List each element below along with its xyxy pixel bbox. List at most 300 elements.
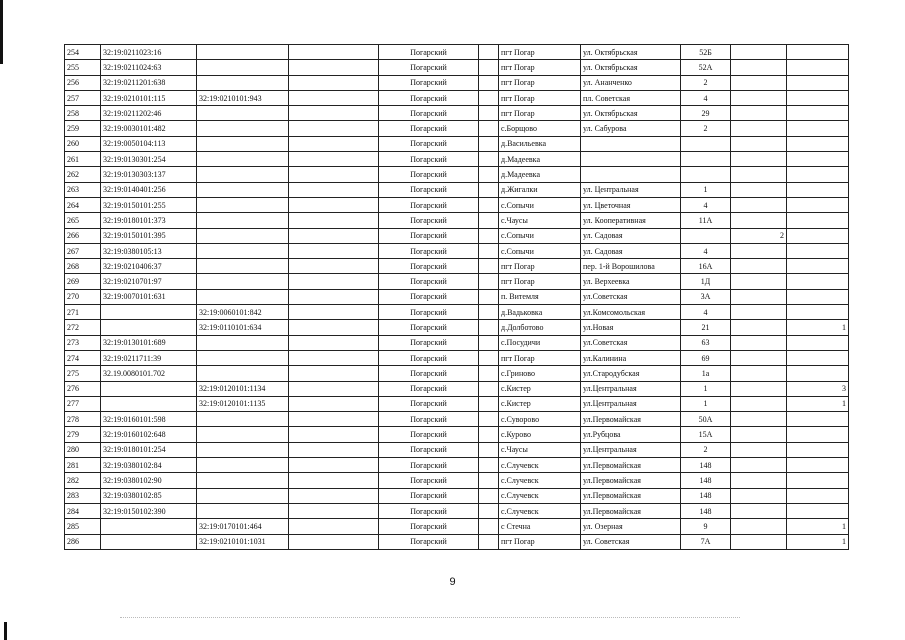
- empty-cell: [289, 259, 379, 274]
- district-cell: Погарский: [379, 458, 479, 473]
- extra-a-cell: [731, 289, 787, 304]
- district-cell: Погарский: [379, 488, 479, 503]
- cadastral-number-2-cell: 32:19:0110101:634: [197, 320, 289, 335]
- extra-a-cell: [731, 381, 787, 396]
- cadastral-number-cell: 32:19:0210701:97: [101, 274, 197, 289]
- extra-b-cell: [787, 350, 849, 365]
- cadastral-number-2-cell: [197, 243, 289, 258]
- cadastral-number-cell: 32:19:0150101:255: [101, 197, 197, 212]
- table-row: [65, 243, 849, 258]
- narrow-cell: [479, 412, 499, 427]
- cadastral-number-2-cell: [197, 412, 289, 427]
- street-cell: ул.Первомайская: [581, 458, 681, 473]
- street-cell: ул. Озерная: [581, 519, 681, 534]
- scan-margin-mark: [0, 0, 3, 64]
- house-number-cell: 11А: [681, 213, 731, 228]
- street-cell: ул. Садовая: [581, 228, 681, 243]
- extra-a-cell: [731, 396, 787, 411]
- narrow-cell: [479, 243, 499, 258]
- district-cell: Погарский: [379, 366, 479, 381]
- table-row: [65, 259, 849, 274]
- extra-b-cell: [787, 106, 849, 121]
- empty-cell: [289, 167, 379, 182]
- district-cell: Погарский: [379, 274, 479, 289]
- cadastral-number-cell: [101, 381, 197, 396]
- district-cell: Погарский: [379, 106, 479, 121]
- cadastral-number-cell: 32:19:0210406:37: [101, 259, 197, 274]
- narrow-cell: [479, 320, 499, 335]
- cadastral-number-cell: 32:19:0211023:16: [101, 45, 197, 60]
- empty-cell: [289, 305, 379, 320]
- cadastral-number-2-cell: [197, 60, 289, 75]
- extra-a-cell: [731, 519, 787, 534]
- extra-a-cell: [731, 167, 787, 182]
- table-row: [65, 458, 849, 473]
- extra-b-cell: [787, 197, 849, 212]
- row-number-cell: 269: [65, 274, 101, 289]
- street-cell: пер. 1-й Ворошилова: [581, 259, 681, 274]
- cadastral-number-2-cell: [197, 106, 289, 121]
- row-number-cell: 270: [65, 289, 101, 304]
- row-number-cell: 284: [65, 503, 101, 518]
- narrow-cell: [479, 335, 499, 350]
- cadastral-number-cell: [101, 396, 197, 411]
- row-number-cell: 254: [65, 45, 101, 60]
- house-number-cell: [681, 136, 731, 151]
- house-number-cell: 148: [681, 473, 731, 488]
- extra-a-cell: [731, 412, 787, 427]
- cadastral-number-cell: 32:19:0030101:482: [101, 121, 197, 136]
- narrow-cell: [479, 228, 499, 243]
- district-cell: Погарский: [379, 259, 479, 274]
- extra-b-cell: [787, 305, 849, 320]
- street-cell: ул. Центральная: [581, 182, 681, 197]
- narrow-cell: [479, 45, 499, 60]
- narrow-cell: [479, 90, 499, 105]
- locality-cell: с.Случевск: [499, 503, 581, 518]
- extra-a-cell: [731, 320, 787, 335]
- district-cell: Погарский: [379, 213, 479, 228]
- house-number-cell: 63: [681, 335, 731, 350]
- locality-cell: с.Сопычи: [499, 243, 581, 258]
- table-row: [65, 136, 849, 151]
- street-cell: [581, 167, 681, 182]
- cadastral-number-2-cell: [197, 121, 289, 136]
- street-cell: [581, 152, 681, 167]
- district-cell: Погарский: [379, 60, 479, 75]
- street-cell: ул.Рубцова: [581, 427, 681, 442]
- row-number-cell: 262: [65, 167, 101, 182]
- row-number-cell: 285: [65, 519, 101, 534]
- table-row: [65, 152, 849, 167]
- cadastral-number-2-cell: [197, 427, 289, 442]
- extra-a-cell: [731, 152, 787, 167]
- extra-b-cell: [787, 167, 849, 182]
- narrow-cell: [479, 167, 499, 182]
- table-row: [65, 106, 849, 121]
- street-cell: ул. Октябрьская: [581, 60, 681, 75]
- empty-cell: [289, 412, 379, 427]
- locality-cell: с.Борщово: [499, 121, 581, 136]
- cadastral-number-2-cell: [197, 228, 289, 243]
- narrow-cell: [479, 458, 499, 473]
- locality-cell: пгт Погар: [499, 45, 581, 60]
- district-cell: Погарский: [379, 305, 479, 320]
- extra-b-cell: [787, 75, 849, 90]
- locality-cell: пгт Погар: [499, 259, 581, 274]
- locality-cell: с.Случевск: [499, 488, 581, 503]
- cadastral-number-cell: [101, 305, 197, 320]
- district-cell: Погарский: [379, 136, 479, 151]
- narrow-cell: [479, 350, 499, 365]
- locality-cell: с.Кистер: [499, 396, 581, 411]
- district-cell: Погарский: [379, 396, 479, 411]
- cadastral-number-cell: 32:19:0211711:39: [101, 350, 197, 365]
- house-number-cell: 52А: [681, 60, 731, 75]
- table-row: [65, 473, 849, 488]
- house-number-cell: 148: [681, 458, 731, 473]
- extra-b-cell: [787, 182, 849, 197]
- extra-a-cell: [731, 197, 787, 212]
- house-number-cell: 4: [681, 305, 731, 320]
- extra-a-cell: [731, 274, 787, 289]
- table-row: [65, 167, 849, 182]
- district-cell: Погарский: [379, 427, 479, 442]
- cadastral-number-cell: 32:19:0380105:13: [101, 243, 197, 258]
- row-number-cell: 273: [65, 335, 101, 350]
- table-row: [65, 335, 849, 350]
- street-cell: ул. Верхеевка: [581, 274, 681, 289]
- cadastral-number-cell: [101, 320, 197, 335]
- row-number-cell: 282: [65, 473, 101, 488]
- cadastral-number-cell: 32:19:0140401:256: [101, 182, 197, 197]
- house-number-cell: [681, 152, 731, 167]
- extra-b-cell: [787, 121, 849, 136]
- locality-cell: д.Васильевка: [499, 136, 581, 151]
- narrow-cell: [479, 182, 499, 197]
- street-cell: ул.Первомайская: [581, 488, 681, 503]
- row-number-cell: 274: [65, 350, 101, 365]
- empty-cell: [289, 243, 379, 258]
- extra-a-cell: [731, 213, 787, 228]
- locality-cell: с.Суворово: [499, 412, 581, 427]
- table-row: [65, 305, 849, 320]
- locality-cell: с.Кистер: [499, 381, 581, 396]
- cadastral-number-2-cell: 32:19:0120101:1135: [197, 396, 289, 411]
- extra-a-cell: [731, 473, 787, 488]
- empty-cell: [289, 320, 379, 335]
- row-number-cell: 283: [65, 488, 101, 503]
- district-cell: Погарский: [379, 90, 479, 105]
- locality-cell: пгт Погар: [499, 90, 581, 105]
- locality-cell: д.Вадьковка: [499, 305, 581, 320]
- street-cell: ул. Сабурова: [581, 121, 681, 136]
- row-number-cell: 277: [65, 396, 101, 411]
- empty-cell: [289, 60, 379, 75]
- cadastral-number-cell: 32:19:0050104:113: [101, 136, 197, 151]
- cadastral-number-cell: 32:19:0380102:84: [101, 458, 197, 473]
- table-row: [65, 320, 849, 335]
- locality-cell: с.Сопычи: [499, 228, 581, 243]
- locality-cell: пгт Погар: [499, 350, 581, 365]
- narrow-cell: [479, 106, 499, 121]
- empty-cell: [289, 503, 379, 518]
- table-row: [65, 274, 849, 289]
- street-cell: ул.Центральная: [581, 442, 681, 457]
- extra-b-cell: 1: [787, 519, 849, 534]
- narrow-cell: [479, 60, 499, 75]
- extra-b-cell: [787, 228, 849, 243]
- empty-cell: [289, 45, 379, 60]
- locality-cell: д.Мадеевка: [499, 167, 581, 182]
- house-number-cell: 69: [681, 350, 731, 365]
- house-number-cell: 1Д: [681, 274, 731, 289]
- narrow-cell: [479, 396, 499, 411]
- cadastral-number-cell: 32:19:0070101:631: [101, 289, 197, 304]
- extra-b-cell: [787, 366, 849, 381]
- street-cell: ул.Советская: [581, 335, 681, 350]
- extra-b-cell: 1: [787, 320, 849, 335]
- house-number-cell: 50А: [681, 412, 731, 427]
- narrow-cell: [479, 259, 499, 274]
- property-registry-table: [64, 44, 849, 550]
- house-number-cell: 9: [681, 519, 731, 534]
- district-cell: Погарский: [379, 320, 479, 335]
- street-cell: ул.Советская: [581, 289, 681, 304]
- cadastral-number-cell: 32:19:0211201:638: [101, 75, 197, 90]
- house-number-cell: 1: [681, 182, 731, 197]
- cadastral-number-cell: 32:19:0150102:390: [101, 503, 197, 518]
- street-cell: ул. Советская: [581, 534, 681, 549]
- cadastral-number-cell: [101, 519, 197, 534]
- narrow-cell: [479, 305, 499, 320]
- cadastral-number-2-cell: [197, 167, 289, 182]
- narrow-cell: [479, 503, 499, 518]
- narrow-cell: [479, 519, 499, 534]
- table-row: [65, 488, 849, 503]
- row-number-cell: 265: [65, 213, 101, 228]
- empty-cell: [289, 335, 379, 350]
- extra-a-cell: 2: [731, 228, 787, 243]
- cadastral-number-cell: 32.19.0080101.702: [101, 366, 197, 381]
- extra-a-cell: [731, 350, 787, 365]
- locality-cell: с.Сопычи: [499, 197, 581, 212]
- street-cell: ул. Ананченко: [581, 75, 681, 90]
- row-number-cell: 263: [65, 182, 101, 197]
- empty-cell: [289, 396, 379, 411]
- empty-cell: [289, 534, 379, 549]
- locality-cell: п. Витемля: [499, 289, 581, 304]
- district-cell: Погарский: [379, 152, 479, 167]
- extra-b-cell: [787, 90, 849, 105]
- row-number-cell: 268: [65, 259, 101, 274]
- cadastral-number-2-cell: [197, 503, 289, 518]
- table-row: [65, 366, 849, 381]
- district-cell: Погарский: [379, 350, 479, 365]
- locality-cell: пгт Погар: [499, 274, 581, 289]
- extra-b-cell: [787, 243, 849, 258]
- cadastral-number-2-cell: [197, 274, 289, 289]
- registry-table-body: [65, 45, 849, 550]
- locality-cell: с.Гриново: [499, 366, 581, 381]
- cadastral-number-cell: 32:19:0380102:90: [101, 473, 197, 488]
- extra-a-cell: [731, 335, 787, 350]
- house-number-cell: [681, 167, 731, 182]
- table-row: [65, 121, 849, 136]
- extra-a-cell: [731, 259, 787, 274]
- extra-a-cell: [731, 75, 787, 90]
- cadastral-number-2-cell: [197, 473, 289, 488]
- extra-a-cell: [731, 534, 787, 549]
- extra-a-cell: [731, 427, 787, 442]
- extra-a-cell: [731, 243, 787, 258]
- table-row: [65, 182, 849, 197]
- street-cell: пл. Советская: [581, 90, 681, 105]
- street-cell: ул.Комсомольская: [581, 305, 681, 320]
- district-cell: Погарский: [379, 412, 479, 427]
- cadastral-number-2-cell: [197, 259, 289, 274]
- house-number-cell: 148: [681, 503, 731, 518]
- narrow-cell: [479, 366, 499, 381]
- table-row: [65, 90, 849, 105]
- narrow-cell: [479, 488, 499, 503]
- extra-b-cell: [787, 60, 849, 75]
- locality-cell: с.Чаусы: [499, 442, 581, 457]
- district-cell: Погарский: [379, 228, 479, 243]
- row-number-cell: 255: [65, 60, 101, 75]
- cadastral-number-2-cell: [197, 442, 289, 457]
- extra-a-cell: [731, 106, 787, 121]
- locality-cell: д.Долботово: [499, 320, 581, 335]
- table-row: [65, 412, 849, 427]
- house-number-cell: 16А: [681, 259, 731, 274]
- row-number-cell: 260: [65, 136, 101, 151]
- district-cell: Погарский: [379, 534, 479, 549]
- row-number-cell: 279: [65, 427, 101, 442]
- table-row: [65, 350, 849, 365]
- street-cell: ул. Садовая: [581, 243, 681, 258]
- extra-b-cell: [787, 274, 849, 289]
- extra-a-cell: [731, 121, 787, 136]
- cadastral-number-cell: 32:19:0130301:254: [101, 152, 197, 167]
- cadastral-number-2-cell: 32:19:0060101:842: [197, 305, 289, 320]
- district-cell: Погарский: [379, 45, 479, 60]
- house-number-cell: 29: [681, 106, 731, 121]
- empty-cell: [289, 197, 379, 212]
- locality-cell: с.Чаусы: [499, 213, 581, 228]
- cadastral-number-2-cell: [197, 458, 289, 473]
- extra-b-cell: [787, 442, 849, 457]
- district-cell: Погарский: [379, 503, 479, 518]
- house-number-cell: 3А: [681, 289, 731, 304]
- street-cell: ул. Октябрьская: [581, 106, 681, 121]
- cadastral-number-cell: 32:19:0130303:137: [101, 167, 197, 182]
- house-number-cell: 21: [681, 320, 731, 335]
- empty-cell: [289, 519, 379, 534]
- table-row: [65, 519, 849, 534]
- house-number-cell: [681, 228, 731, 243]
- street-cell: ул.Центральная: [581, 396, 681, 411]
- extra-b-cell: [787, 136, 849, 151]
- house-number-cell: 2: [681, 121, 731, 136]
- house-number-cell: 1а: [681, 366, 731, 381]
- narrow-cell: [479, 121, 499, 136]
- extra-a-cell: [731, 503, 787, 518]
- row-number-cell: 281: [65, 458, 101, 473]
- locality-cell: д.Жигалки: [499, 182, 581, 197]
- street-cell: ул. Цветочная: [581, 197, 681, 212]
- district-cell: Погарский: [379, 335, 479, 350]
- extra-a-cell: [731, 305, 787, 320]
- row-number-cell: 275: [65, 366, 101, 381]
- empty-cell: [289, 289, 379, 304]
- cadastral-number-2-cell: [197, 366, 289, 381]
- cadastral-number-2-cell: [197, 45, 289, 60]
- empty-cell: [289, 473, 379, 488]
- row-number-cell: 272: [65, 320, 101, 335]
- cadastral-number-2-cell: [197, 75, 289, 90]
- district-cell: Погарский: [379, 442, 479, 457]
- house-number-cell: 1: [681, 396, 731, 411]
- empty-cell: [289, 350, 379, 365]
- house-number-cell: 1: [681, 381, 731, 396]
- extra-b-cell: [787, 335, 849, 350]
- street-cell: ул.Стародубская: [581, 366, 681, 381]
- extra-b-cell: [787, 259, 849, 274]
- locality-cell: пгт Погар: [499, 106, 581, 121]
- district-cell: Погарский: [379, 519, 479, 534]
- page-number: 9: [449, 576, 456, 588]
- table-row: [65, 213, 849, 228]
- cadastral-number-2-cell: 32:19:0210101:1031: [197, 534, 289, 549]
- extra-a-cell: [731, 136, 787, 151]
- cadastral-number-2-cell: 32:19:0120101:1134: [197, 381, 289, 396]
- extra-a-cell: [731, 90, 787, 105]
- empty-cell: [289, 228, 379, 243]
- house-number-cell: 4: [681, 197, 731, 212]
- row-number-cell: 286: [65, 534, 101, 549]
- empty-cell: [289, 427, 379, 442]
- district-cell: Погарский: [379, 182, 479, 197]
- locality-cell: пгт Погар: [499, 534, 581, 549]
- table-row: [65, 197, 849, 212]
- locality-cell: пгт Погар: [499, 60, 581, 75]
- row-number-cell: 257: [65, 90, 101, 105]
- locality-cell: с.Случевск: [499, 458, 581, 473]
- cadastral-number-cell: 32:19:0380102:85: [101, 488, 197, 503]
- table-row: [65, 60, 849, 75]
- extra-b-cell: [787, 213, 849, 228]
- narrow-cell: [479, 213, 499, 228]
- cadastral-number-cell: 32:19:0180101:254: [101, 442, 197, 457]
- empty-cell: [289, 213, 379, 228]
- extra-b-cell: [787, 473, 849, 488]
- house-number-cell: 4: [681, 90, 731, 105]
- empty-cell: [289, 75, 379, 90]
- street-cell: ул. Кооперативная: [581, 213, 681, 228]
- cadastral-number-cell: [101, 534, 197, 549]
- house-number-cell: 148: [681, 488, 731, 503]
- narrow-cell: [479, 473, 499, 488]
- locality-cell: пгт Погар: [499, 75, 581, 90]
- cadastral-number-2-cell: [197, 213, 289, 228]
- locality-cell: д.Мадеевка: [499, 152, 581, 167]
- scan-noise-line: [120, 617, 740, 619]
- house-number-cell: 7А: [681, 534, 731, 549]
- district-cell: Погарский: [379, 289, 479, 304]
- row-number-cell: 280: [65, 442, 101, 457]
- locality-cell: с Стечна: [499, 519, 581, 534]
